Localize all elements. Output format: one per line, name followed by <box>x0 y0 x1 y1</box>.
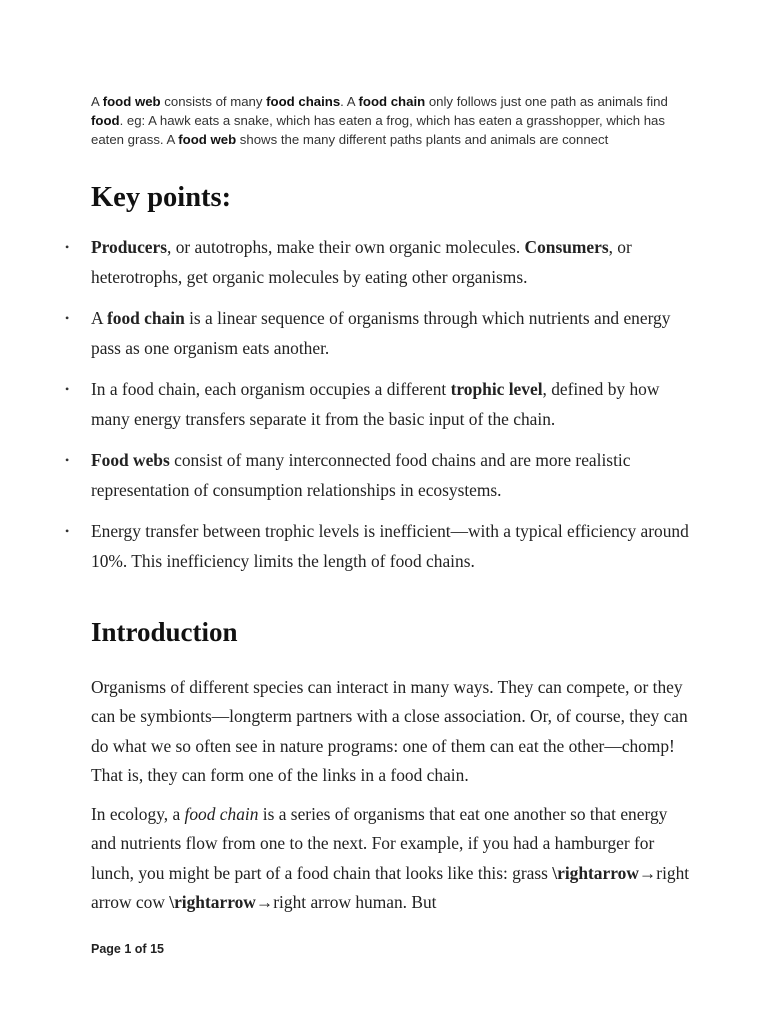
bold-term: Food webs <box>91 450 170 470</box>
page-label: Page <box>91 942 125 956</box>
list-item <box>91 446 691 505</box>
text: is a linear sequence of organisms through which nutrients and energy pass as one organism eats another. <box>91 308 671 358</box>
text: is a series of organisms that eat one another so that energy and nutrients flow from one to the next. For example, if you had a hamburger for lunch, you might be part of a food chain that looks like this: grass <box>91 804 668 883</box>
bold-term: food <box>91 113 120 128</box>
text: shows the many different paths plants and animals are connect <box>236 132 609 147</box>
introduction-paragraph-2 <box>91 800 691 917</box>
intro-paragraph <box>91 92 691 149</box>
text: only follows just one path as animals find <box>425 94 668 109</box>
bold-term: food chain <box>358 94 426 109</box>
list-item <box>91 233 691 292</box>
key-points-list <box>91 233 691 588</box>
bold-term: food chains <box>266 94 341 109</box>
list-item <box>91 517 691 576</box>
text: →right arrow cow <box>91 862 690 912</box>
text: , or heterotrophs, get organic molecules by eating other organisms. <box>91 237 632 287</box>
text: . eg: A hawk eats a snake, which has eaten a frog, which has eaten a grasshopper, which has eaten grass. A <box>91 113 665 147</box>
text: Energy transfer between trophic levels is inefficient—with a typical efficiency around 10%. This inefficiency limits the length of food chains. <box>91 521 689 571</box>
list-item <box>91 304 691 363</box>
text: . A <box>340 94 359 109</box>
bold-term: Consumers <box>524 237 609 257</box>
bold-term: food web <box>102 94 161 109</box>
text: consist of many interconnected food chains and are more realistic representation of consumption relationships in ecosystems. <box>91 450 631 500</box>
page-number: 1 <box>124 942 132 956</box>
text: consists of many <box>160 94 267 109</box>
bold-term: food web <box>178 132 237 147</box>
text: A <box>91 94 103 109</box>
page-total: 15 <box>150 942 164 956</box>
text: →right arrow human. But <box>255 891 437 912</box>
bold-term: food chain <box>106 308 185 328</box>
text: In a food chain, each organism occupies a different <box>91 379 451 399</box>
text: A <box>91 308 107 328</box>
latex-command: \rightarrow <box>169 891 256 912</box>
italic-term: food chain <box>184 804 259 824</box>
key-points-heading: Key points: <box>91 182 232 213</box>
introduction-heading: Introduction <box>91 617 238 647</box>
introduction-paragraph-1: Organisms of different species can interact in many ways. They can compete, or they can be symbionts—longterm partners with a close association. Or, of course, they can do what we so often see in nature programs: one of them can eat the other—chomp! That is, they can form one of the links in a food chain. <box>91 677 688 785</box>
bold-term: trophic level <box>450 379 543 399</box>
bold-term: Producers <box>91 237 167 257</box>
page-of: of <box>131 942 151 956</box>
text: , defined by how many energy transfers separate it from the basic input of the chain. <box>91 379 660 429</box>
page-footer <box>91 942 164 956</box>
list-item <box>91 375 691 434</box>
latex-command: \rightarrow <box>552 862 639 883</box>
text: In ecology, a <box>91 804 185 824</box>
text: , or autotrophs, make their own organic molecules. <box>167 237 525 257</box>
